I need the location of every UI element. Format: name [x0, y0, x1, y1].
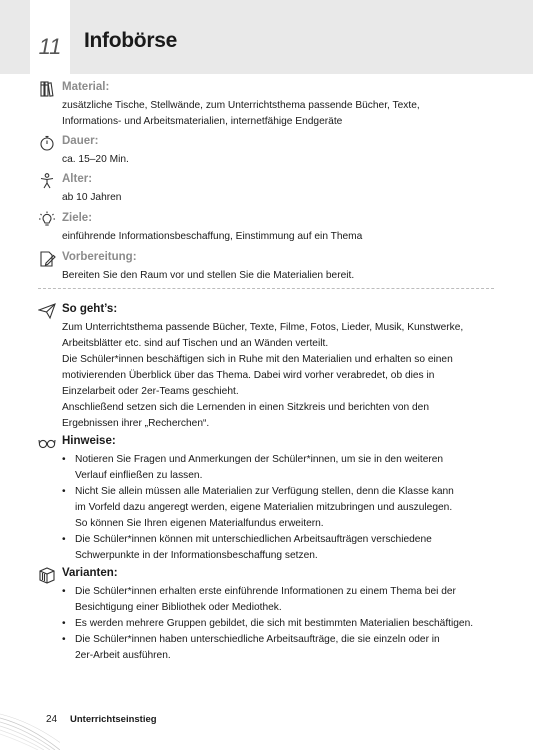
list-item: • Die Schüler*innen können mit unterschiedlichen Arbeitsaufträgen verschiedene Schwerpunkte in der Informationsbeschaffung setzen. — [62, 532, 492, 564]
section-ziele — [38, 211, 498, 245]
so-gehts-line: Ergebnissen ihrer „Recherchen“. — [62, 418, 210, 429]
so-gehts-line: Zum Unterrichtsthema passende Bücher, Texte, Filme, Fotos, Lieder, Musik, Kunstwerke, — [62, 322, 464, 333]
so-gehts-line: Arbeitsblätter etc. sind auf Tischen und an Wänden verteilt. — [62, 338, 329, 349]
vorbereitung-text: Bereiten Sie den Raum vor und stellen Sie die Materialien bereit. — [62, 270, 355, 281]
so-gehts-text — [62, 320, 492, 432]
alter-label: Alter: — [62, 173, 93, 185]
stopwatch-icon — [38, 134, 56, 152]
page-number: 24 — [46, 714, 58, 725]
list-item: • Es werden mehrere Gruppen gebildet, die sich mit bestimmten Materialien beschäftigen. — [62, 616, 492, 632]
section-varianten — [38, 566, 498, 666]
dauer-text: ca. 15–20 Min. — [62, 154, 129, 165]
paper-plane-icon — [38, 302, 56, 320]
cube-icon — [38, 566, 56, 584]
ziele-label: Ziele: — [62, 212, 93, 224]
ziele-text: einführende Informationsbeschaffung, Einstimmung auf ein Thema — [62, 231, 363, 242]
list-item: • Die Schüler*innen haben unterschiedliche Arbeitsaufträge, die sie einzeln oder in 2er-Arbeit ausführen. — [62, 632, 492, 664]
book-icon — [38, 80, 56, 98]
varianten-label: Varianten: — [62, 567, 118, 579]
list-item: • Nicht Sie allein müssen alle Materialien zur Verfügung stellen, denn die Klasse kann im Vorfeld dazu angeregt werden, eigene Materialien mitzubringen und auszulegen. So können Sie Ihren eigenen Materialfundus erweitern. — [62, 484, 492, 532]
pencil-icon — [38, 250, 56, 268]
hinweise-label: Hinweise: — [62, 435, 116, 447]
list-item: • Die Schüler*innen erhalten erste einführende Informationen zu einem Thema bei der Besichtigung einer Bibliothek oder Mediothek. — [62, 584, 492, 616]
glasses-icon — [38, 434, 56, 452]
material-label: Material: — [62, 81, 110, 93]
material-line: Informations- und Arbeitsmaterialien, internetfähige Endgeräte — [62, 116, 343, 127]
hinweise-list — [62, 452, 492, 564]
so-gehts-line: Einzelarbeit oder 2er-Teams geschieht. — [62, 386, 239, 397]
so-gehts-label: So geht’s: — [62, 303, 118, 315]
person-icon — [38, 172, 56, 190]
footer-section-label: Unterrichtseinstieg — [70, 714, 157, 725]
section-hinweise — [38, 434, 498, 560]
so-gehts-line: motivierenden Überblick über das Thema. Dabei wird vorher verabredet, ob dies in — [62, 370, 435, 381]
material-text — [62, 98, 492, 130]
section-dauer — [38, 134, 498, 168]
section-material — [38, 80, 498, 130]
section-vorbereitung — [38, 250, 498, 284]
alter-text: ab 10 Jahren — [62, 192, 122, 203]
lightbulb-icon — [38, 211, 56, 229]
header-band — [0, 0, 533, 74]
so-gehts-line: Anschließend setzen sich die Lernenden in einen Sitzkreis und berichten von den — [62, 402, 429, 413]
chapter-number: 11 — [30, 0, 70, 74]
section-so-gehts — [38, 302, 498, 430]
so-gehts-line: Die Schüler*innen beschäftigen sich in Ruhe mit den Materialien und erhalten so einen — [62, 354, 453, 365]
section-divider — [38, 288, 494, 289]
list-item: • Notieren Sie Fragen und Anmerkungen der Schüler*innen, um sie in den weiteren Verlauf einfließen zu lassen. — [62, 452, 492, 484]
section-alter — [38, 172, 498, 206]
material-line: zusätzliche Tische, Stellwände, zum Unterrichtsthema passende Bücher, Texte, — [62, 100, 420, 111]
page-title: Infobörse — [84, 29, 177, 52]
dauer-label: Dauer: — [62, 135, 99, 147]
varianten-list — [62, 584, 492, 664]
vorbereitung-label: Vorbereitung: — [62, 251, 137, 263]
